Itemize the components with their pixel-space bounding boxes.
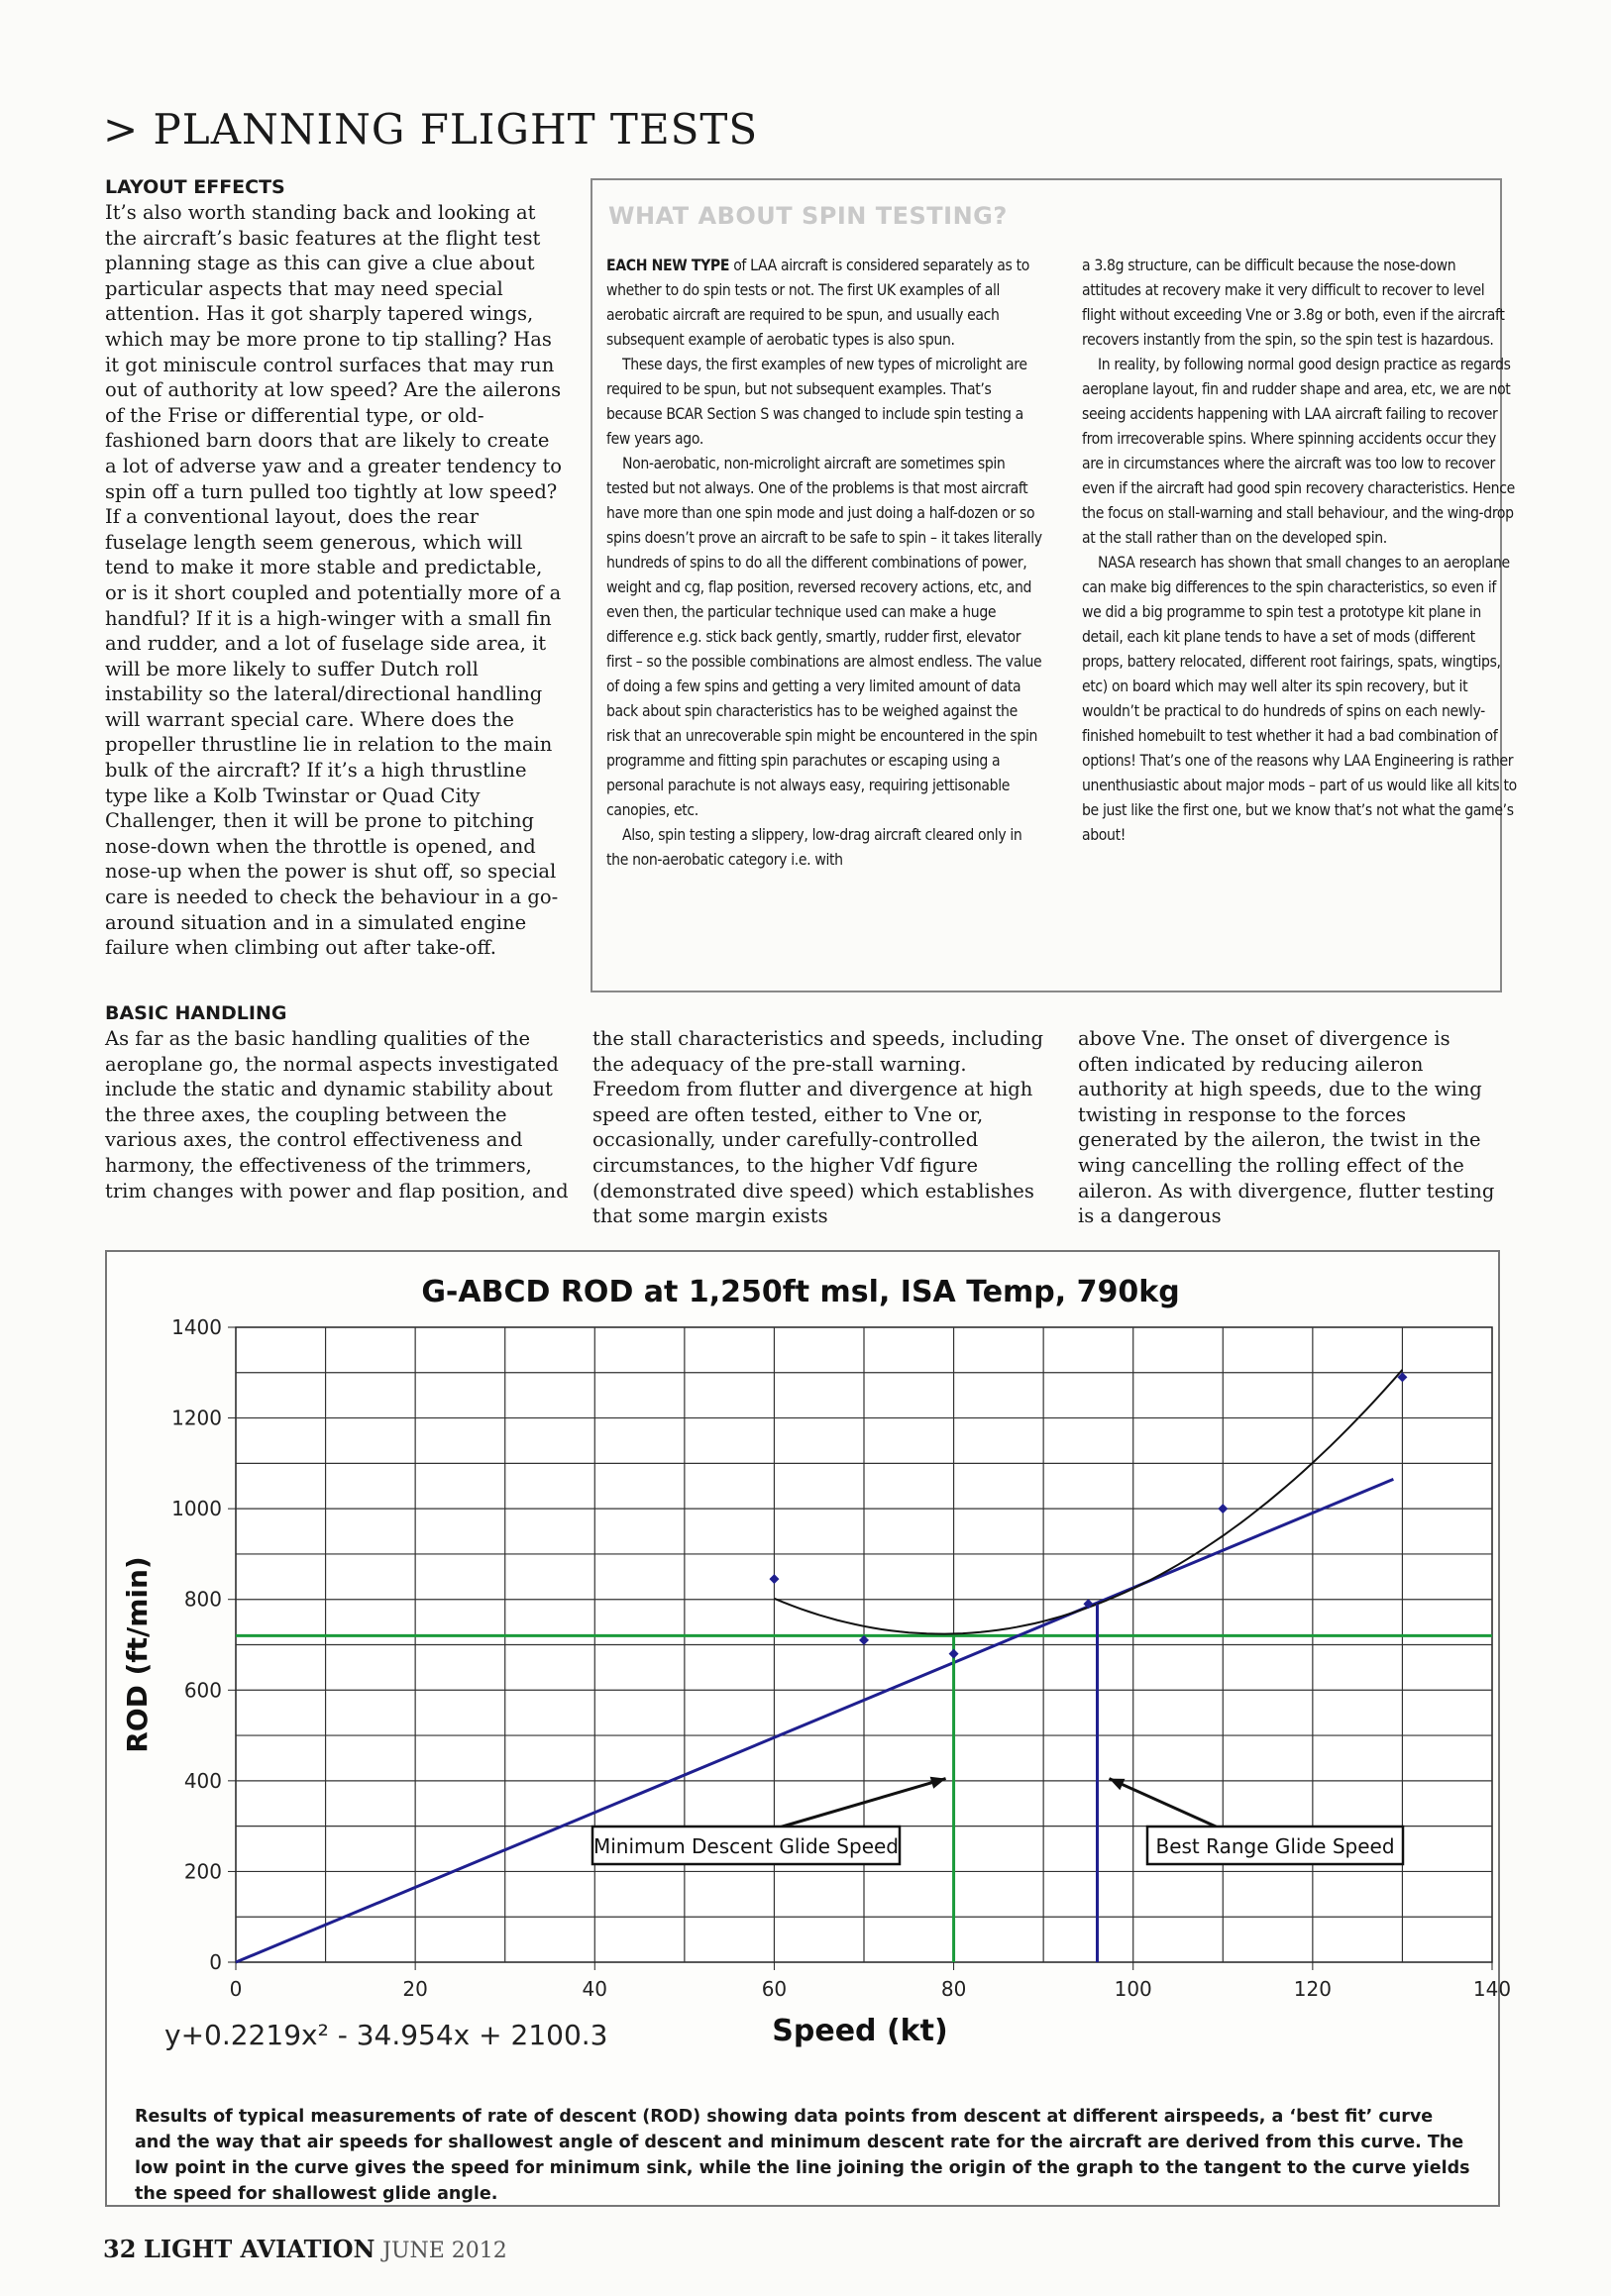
sidebar-paragraph: a 3.8g structure, can be difficult because the nose-down attitudes at recovery make it very difficult to recover to level flight without exceeding Vne or 3.8g or both, even if the aircraft recovers instantly from the spin, so the spin test is hazardous. [1082, 257, 1505, 349]
basic-handling-col3: above Vne. The onset of divergence is often indicated by reducing aileron authority at high speeds, due to the wing twisting in response to the forces generated by the aileron, the twist in the wing cancelling the rolling effect of the aileron. As with divergence, flutter testing is a dangerous [1078, 1027, 1495, 1228]
y-tick-label: 0 [209, 1950, 222, 1974]
basic-handling-col2: the stall characteristics and speeds, including the adequacy of the pre-stall warning. Freedom from flutter and divergence at high speed are often tested, either to Vne or, occasionally, under carefully-controlled circumstances, to the higher Vdf figure (demonstrated dive speed) which establishes that some margin exists [592, 1027, 1043, 1228]
spin-testing-sidebar [591, 178, 1517, 992]
y-tick-label: 1400 [171, 1315, 222, 1339]
sidebar-paragraph: EACH NEW TYPE of LAA aircraft is considered separately as to whether to do spin tests or not. The first UK examples of all aerobatic aircraft are required to be spun, and usually each subsequent example of aerobatic types is also spun. [606, 257, 1029, 349]
x-tick-label: 60 [761, 1977, 788, 2001]
chart-title: G-ABCD ROD at 1,250ft msl, ISA Temp, 790kg [421, 1275, 1180, 1309]
x-tick-label: 80 [940, 1977, 967, 2001]
y-tick-label: 1000 [171, 1497, 222, 1521]
layout-effects-heading: LAYOUT EFFECTS [105, 176, 285, 198]
x-tick-label: 0 [229, 1977, 243, 2001]
y-tick-label: 400 [183, 1768, 222, 1793]
x-tick-label: 100 [1114, 1977, 1152, 2001]
sidebar-title: WHAT ABOUT SPIN TESTING? [608, 202, 1008, 230]
y-tick-label: 200 [183, 1859, 222, 1884]
x-tick-label: 140 [1472, 1977, 1512, 2001]
sidebar-column-left [606, 254, 1042, 873]
issue-date: JUNE 2012 [382, 2239, 507, 2263]
x-tick-label: 40 [582, 1977, 608, 2001]
figure-caption: Results of typical measurements of rate of descent (ROD) showing data points from descent at different airspeeds, a ‘best fit’ curve and the way that air speeds for shallowest angle of descent and minimum descent rate for the aircraft are derived from this curve. The low point in the curve gives the speed for minimum sink, while the line joining the origin of the graph to the tangent to the curve yields the speed for shallowest glide angle. [135, 2107, 1470, 2204]
sidebar-paragraph: These days, the first examples of new types of microlight are required to be spun, but not subsequent examples. That’s because BCAR Section S was changed to include spin testing a few years ago. [606, 356, 1027, 448]
rod-figure [105, 1250, 1512, 2207]
publication-name: LIGHT AVIATION [144, 2235, 376, 2263]
basic-handling-body-1: As far as the basic handling qualities of the aeroplane go, the normal aspects investigated include the static and dynamic stability about the three axes, the coupling between the various axes, the control effectiveness and harmony, the effectiveness of the trimmers, trim changes with power and flap position, and [105, 1027, 569, 1202]
y-axis-label: ROD (ft/min) [121, 1556, 154, 1753]
layout-effects-body: It’s also worth standing back and looking at the aircraft’s basic features at the flight test planning stage as this can give a clue about particular aspects that may need special attention. Has it got sharply tapered wings, which may be more prone to tip stalling? Has it got miniscule control surfaces that may run out of authority at low speed? Are the ailerons of the Frise or differential type, or old-fashioned barn doors that are likely to create a lot of adverse yaw and a greater tendency to spin off a turn pulled too tightly at low speed? If a conventional layout, does the rear fuselage length seem generous, which will tend to make it more stable and predictable, or is it short coupled and potentially more of a handful? If it is a high-winger with a small fin and rudder, and a lot of fuselage side area, it will be more likely to suffer Dutch roll instability so the lateral/directional handling will warrant special care. Where does the propeller thrustline lie in relation to the main bulk of the aircraft? If it’s a high thrustline type like a Kolb Twinstar or Quad City Challenger, then it will be prone to pitching nose-down when the throttle is opened, and nose-up when the power is shut off, so special care is needed to check the behaviour in a go-around situation and in a simulated engine failure when climbing out after take-off. [105, 201, 563, 960]
sidebar-paragraph: In reality, by following normal good design practice as regards aeroplane layout, fin and rudder shape and area, etc, we are not seeing accidents happening with LAA aircraft failing to recover from irrecoverable spins. Where spinning accidents occur they are in circumstances where the aircraft was too low to recover even if the aircraft had good spin recovery characteristics. Hence the focus on stall-warning and stall behaviour, and the wing-drop at the stall rather than on the developed spin. [1082, 356, 1515, 547]
layout-effects-section [105, 174, 563, 961]
footer [103, 2235, 507, 2263]
x-tick-label: 20 [402, 1977, 428, 2001]
sidebar-paragraph: NASA research has shown that small changes to an aeroplane can make big differences to the spin characteristics, so even if we did a big programme to spin test a prototype kit plane in detail, each kit plane tends to have a set of mods (different props, battery relocated, different root fairings, spats, wingtips, etc) on board which may well alter its spin recovery, but it wouldn’t be practical to do hundreds of spins on each newly-finished homebuilt to test whether it had a bad combination of options! That’s one of the reasons why LAA Engineering is rather unenthusiastic about major mods – part of us would like all kits to be just like the first one, but we know that’s not what the game’s about! [1082, 554, 1517, 844]
x-axis-label: Speed (kt) [772, 2014, 948, 2048]
fit-equation: y+0.2219x² - 34.954x + 2100.3 [164, 2019, 608, 2051]
y-tick-label: 600 [183, 1678, 222, 1703]
best-range-annotation: Best Range Glide Speed [1155, 1834, 1395, 1858]
page-title: > PLANNING FLIGHT TESTS [103, 105, 759, 155]
basic-handling-col1 [105, 1000, 571, 1203]
sidebar-paragraph: Non-aerobatic, non-microlight aircraft are sometimes spin tested but not always. One of the problems is that most aircraft have more than one spin mode and just doing a half-dozen or so spins doesn’t prove an aircraft to be safe to spin – it takes literally hundreds of spins to do all the different combinations of power, weight and cg, flap position, reversed recovery actions, etc, and even then, the particular technique used can make a huge difference e.g. stick back gently, smartly, rudder first, elevator first – so the possible combinations are almost endless. The value of doing a few spins and getting a very limited amount of data back about spin characteristics has to be weighed against the risk that an unrecoverable spin might be encountered in the spin programme and fitting spin parachutes or escaping using a personal parachute is not always easy, requiring jettisonable canopies, etc. [606, 455, 1042, 819]
rod-chart [107, 1252, 1512, 2094]
y-tick-label: 800 [183, 1587, 222, 1612]
y-tick-label: 1200 [171, 1406, 222, 1430]
sidebar-lead: EACH NEW TYPE [606, 257, 730, 274]
x-tick-label: 120 [1293, 1977, 1332, 2001]
min-descent-annotation: Minimum Descent Glide Speed [592, 1834, 900, 1858]
sidebar-column-right [1082, 254, 1518, 848]
page-number: 32 [103, 2235, 137, 2263]
basic-handling-heading: BASIC HANDLING [105, 1002, 287, 1024]
sidebar-paragraph: Also, spin testing a slippery, low-drag aircraft cleared only in the non-aerobatic category i.e. with [606, 826, 1022, 869]
